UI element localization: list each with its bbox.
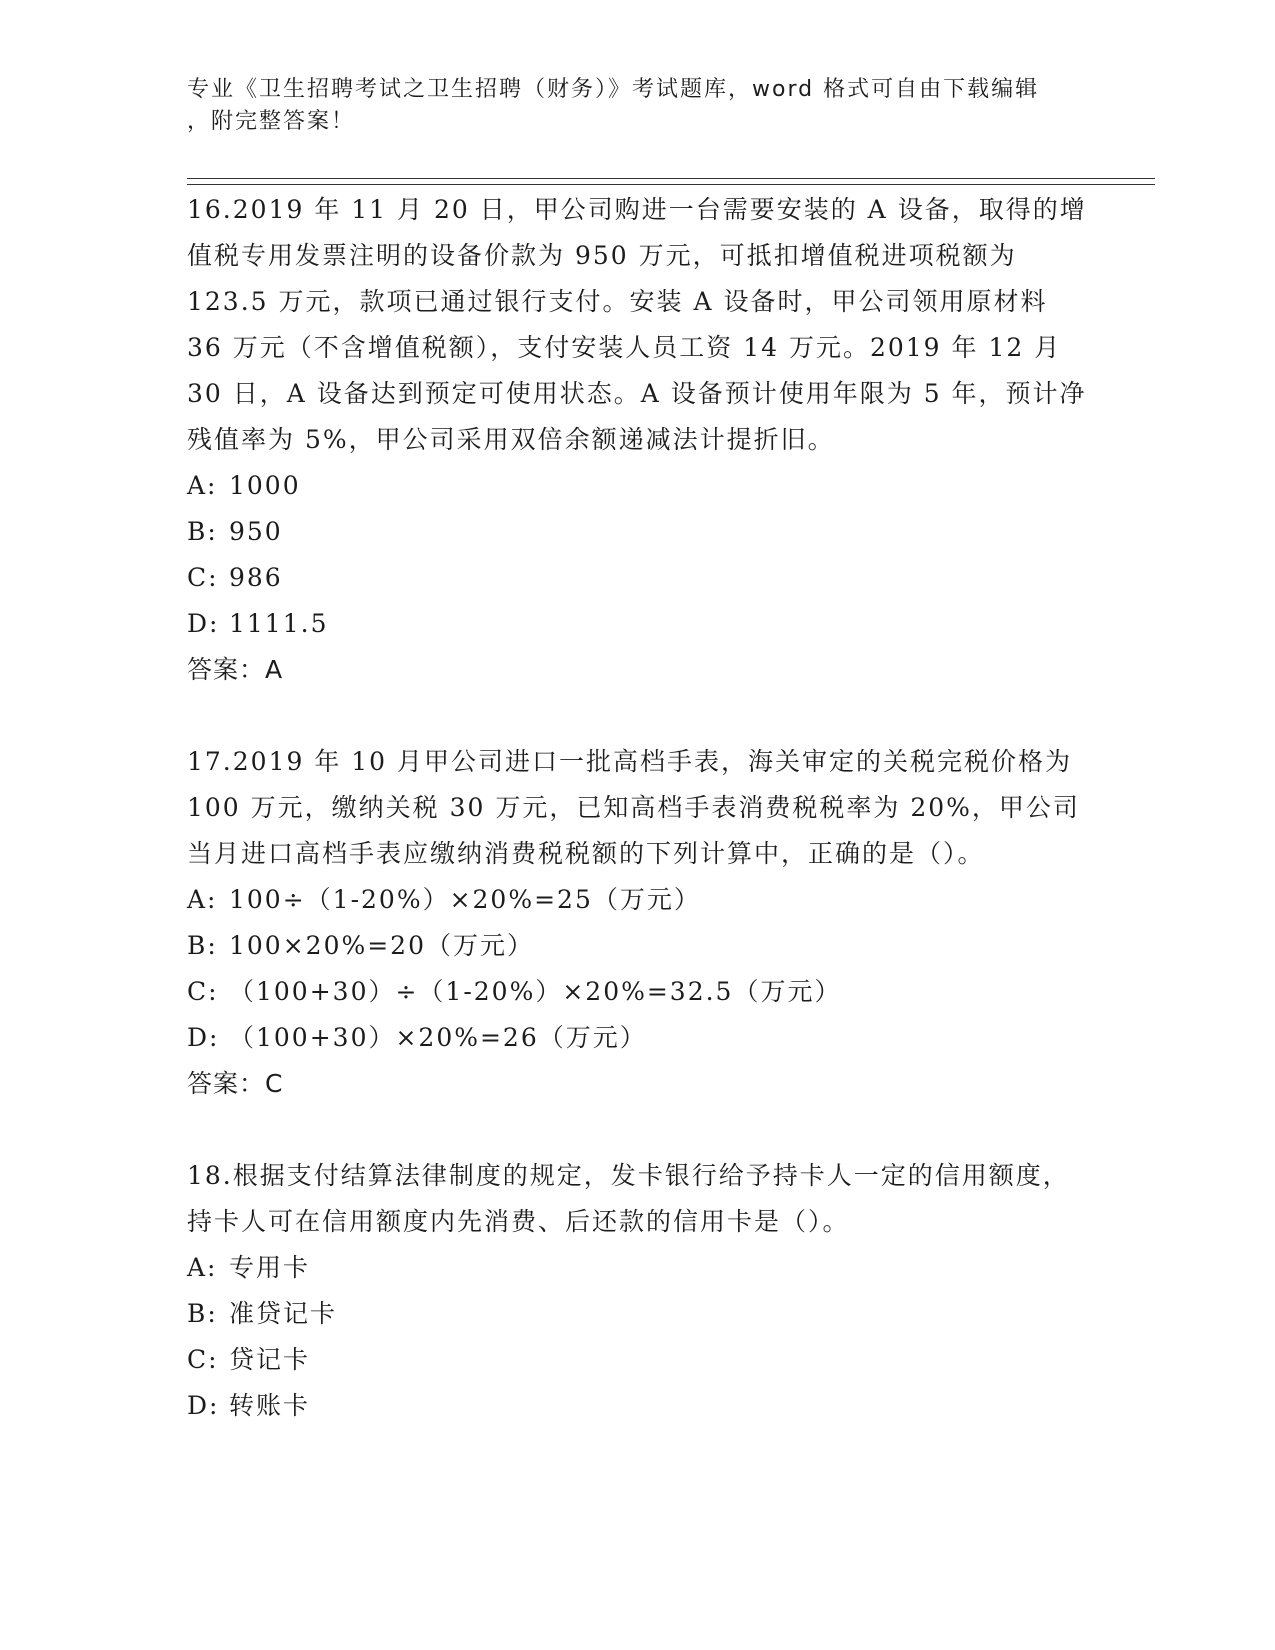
header-line-1: 专业《卫生招聘考试之卫生招聘（财务）》考试题库，word 格式可自由下载编辑 — [187, 77, 1040, 102]
option-d — [187, 1383, 1087, 1429]
question-17 — [187, 739, 1087, 1107]
option-c — [187, 1337, 1087, 1383]
option-letter: B: — [187, 1299, 218, 1328]
option-text: 986 — [229, 563, 283, 592]
option-d — [187, 601, 1087, 647]
option-text: 1111.5 — [229, 609, 329, 638]
header-divider-bottom — [187, 184, 1155, 185]
option-letter: B: — [187, 931, 218, 960]
option-b — [187, 1291, 1087, 1337]
answer: 答案：A — [187, 655, 284, 684]
option-text: 100×20%=20（万元） — [229, 931, 534, 960]
option-text: 准贷记卡 — [229, 1299, 338, 1328]
option-letter: D: — [187, 609, 220, 638]
option-letter: C: — [187, 1345, 219, 1374]
question-list — [187, 187, 1087, 1475]
option-b — [187, 923, 1087, 969]
option-text: 100÷（1-20%）×20%=25（万元） — [229, 885, 701, 914]
option-c — [187, 969, 1087, 1015]
option-a — [187, 463, 1087, 509]
option-letter: D: — [187, 1391, 220, 1420]
option-letter: C: — [187, 563, 219, 592]
option-text: 1000 — [229, 471, 301, 500]
option-letter: B: — [187, 517, 218, 546]
option-letter: A: — [187, 1253, 218, 1282]
option-c — [187, 555, 1087, 601]
option-letter: A: — [187, 885, 218, 914]
option-text: （100+30）÷（1-20%）×20%=32.5（万元） — [229, 977, 842, 1006]
option-b — [187, 509, 1087, 555]
header-divider-top — [187, 178, 1155, 179]
question-18 — [187, 1153, 1087, 1429]
option-a — [187, 1245, 1087, 1291]
option-text: （100+30）×20%=26（万元） — [229, 1023, 647, 1052]
option-letter: C: — [187, 977, 219, 1006]
option-text: 贷记卡 — [229, 1345, 311, 1374]
option-text: 专用卡 — [229, 1253, 311, 1282]
document-header — [187, 74, 1087, 138]
option-letter: A: — [187, 471, 218, 500]
question-16 — [187, 187, 1087, 693]
option-text: 950 — [229, 517, 283, 546]
header-line-2: ，附完整答案！ — [187, 109, 356, 134]
option-a — [187, 877, 1087, 923]
option-d — [187, 1015, 1087, 1061]
question-text: 16.2019 年 11 月 20 日，甲公司购进一台需要安装的 A 设备，取得的增值税专用发票注明的设备价款为 950 万元，可抵扣增值税进项税额为 123.5 万元，款项已通过银行支付。安装 A 设备时，甲公司领用原材料 36 万元（不含增值税额），支付安装人员工资 14 万元。2019 年 12 月 30 日，A 设备达到预定可使用状态。A 设备预计使用年限为 5 年，预计净残值率为 5%，甲公司采用双倍余额递减法计提折旧。 — [187, 195, 1087, 454]
question-text: 17.2019 年 10 月甲公司进口一批高档手表，海关审定的关税完税价格为 100 万元，缴纳关税 30 万元，已知高档手表消费税税率为 20%，甲公司当月进口高档手表应缴纳消费税税额的下列计算中，正确的是（）。 — [187, 747, 1080, 868]
option-letter: D: — [187, 1023, 220, 1052]
option-text: 转账卡 — [229, 1391, 311, 1420]
answer: 答案：C — [187, 1069, 284, 1098]
question-text: 18.根据支付结算法律制度的规定，发卡银行给予持卡人一定的信用额度，持卡人可在信用额度内先消费、后还款的信用卡是（）。 — [187, 1161, 1070, 1236]
